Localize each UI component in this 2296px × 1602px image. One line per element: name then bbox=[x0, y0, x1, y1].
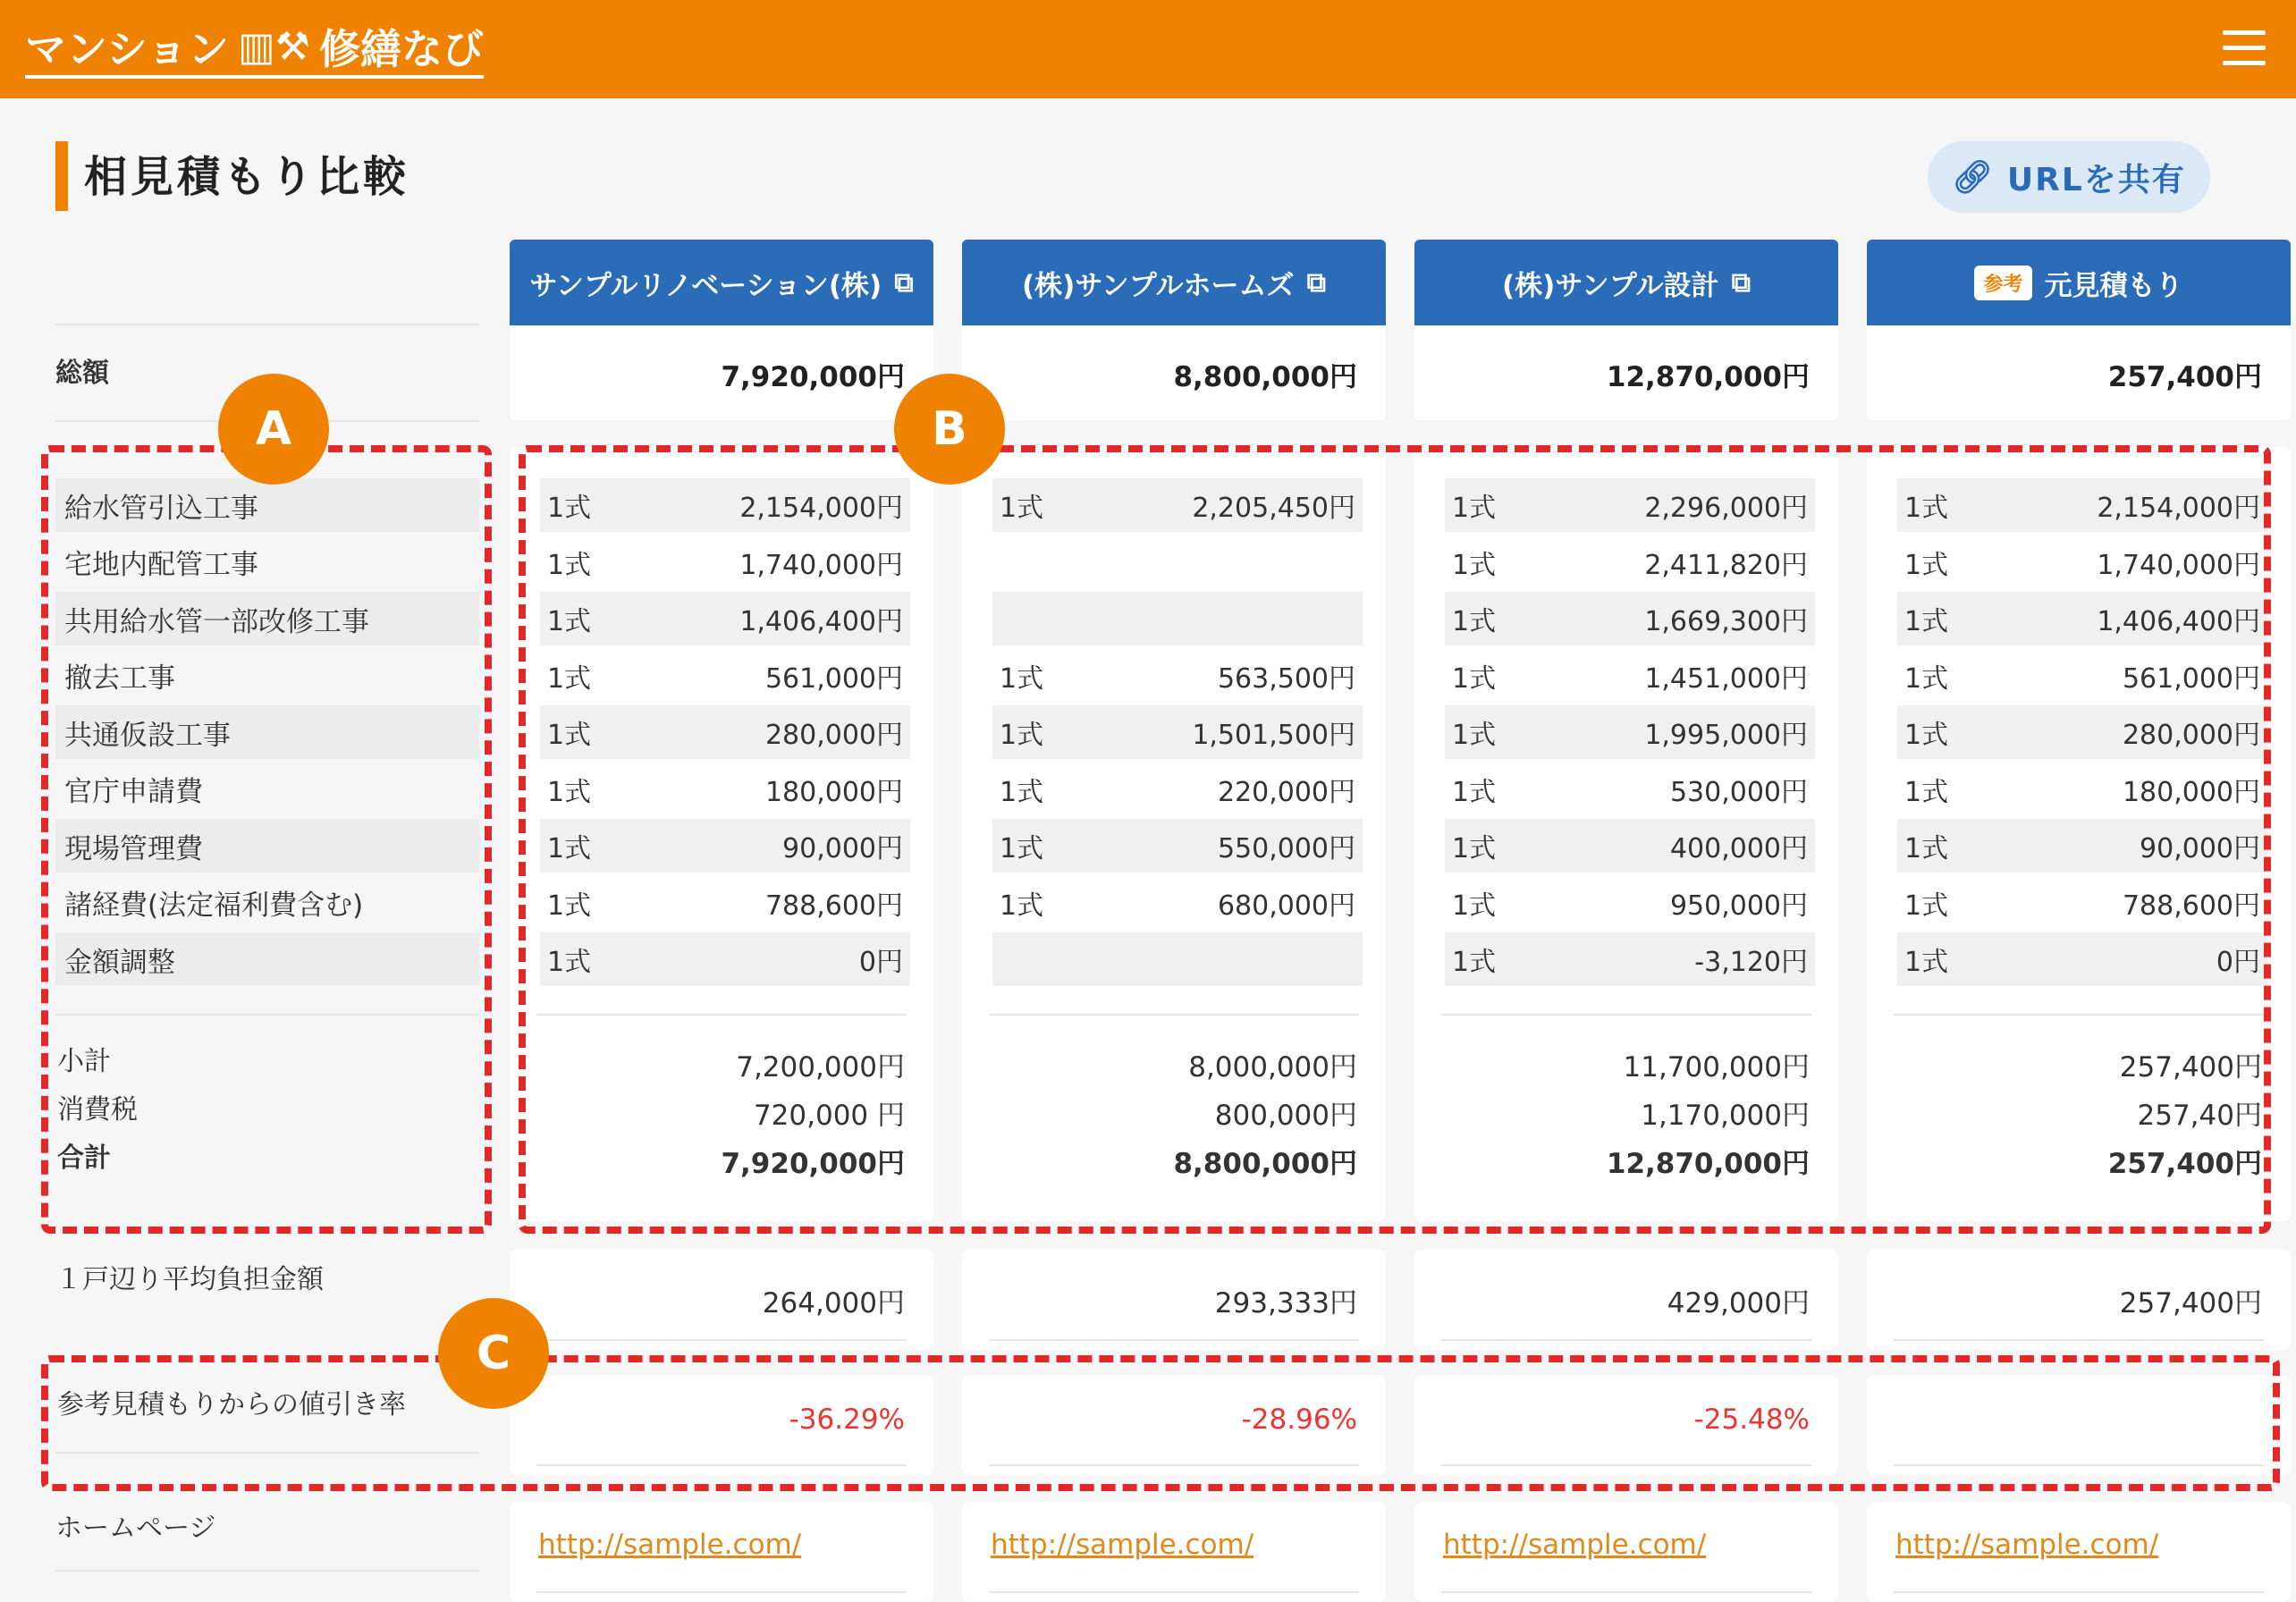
item-unit: 1式 bbox=[1904, 890, 1949, 922]
homepage-label: ホームページ bbox=[55, 1513, 216, 1544]
item-amount: 680,000円 bbox=[1217, 890, 1355, 922]
item-unit: 1式 bbox=[547, 549, 592, 581]
item-label: 撤去工事 bbox=[64, 662, 175, 695]
homepage-link[interactable]: http://sample.com/ bbox=[1443, 1529, 1707, 1561]
discount-rate-label: 参考見積もりからの値引き率 bbox=[57, 1389, 406, 1421]
item-amount: 400,000円 bbox=[1669, 833, 1808, 864]
item-unit: 1式 bbox=[1904, 776, 1949, 808]
annotation-marker-a: A bbox=[218, 374, 329, 485]
tax-value: 800,000円 bbox=[1214, 1100, 1357, 1132]
total-value: 257,400円 bbox=[2107, 361, 2262, 393]
external-link-icon: ⧉ bbox=[1731, 266, 1751, 299]
total-value: 7,920,000円 bbox=[721, 361, 905, 393]
item-label: 官庁申請費 bbox=[64, 776, 203, 808]
total-card-3 bbox=[1414, 325, 1838, 420]
item-label: 共通仮設工事 bbox=[55, 705, 479, 759]
homepage-link[interactable]: http://sample.com/ bbox=[991, 1529, 1254, 1561]
item-amount: -3,120円 bbox=[1694, 947, 1808, 978]
homepage-card bbox=[962, 1502, 1386, 1602]
item-unit: 1式 bbox=[1904, 549, 1949, 581]
subtotal-value: 8,000,000円 bbox=[1188, 1051, 1357, 1083]
total-value: 12,870,000円 bbox=[1606, 361, 1810, 393]
homepage-link[interactable]: http://sample.com/ bbox=[538, 1529, 802, 1561]
avg-value: 293,333円 bbox=[1214, 1287, 1357, 1320]
item-amount: 1,740,000円 bbox=[739, 549, 903, 581]
avg-value: 264,000円 bbox=[762, 1287, 905, 1320]
item-amount: 90,000円 bbox=[782, 833, 903, 864]
item-label: 現場管理費 bbox=[55, 819, 479, 873]
item-unit: 1式 bbox=[1452, 662, 1497, 695]
item-amount: 1,406,400円 bbox=[2097, 606, 2260, 637]
annotation-marker-b: B bbox=[894, 374, 1005, 485]
item-unit: 1式 bbox=[1452, 549, 1497, 581]
item-amount: 220,000円 bbox=[1217, 776, 1355, 808]
item-unit: 1式 bbox=[547, 833, 592, 864]
grand-total-label: 合計 bbox=[57, 1142, 111, 1174]
item-label: 宅地内配管工事 bbox=[64, 549, 258, 581]
item-amount: 0円 bbox=[858, 947, 903, 978]
subtotal-value: 11,700,000円 bbox=[1623, 1051, 1810, 1083]
item-unit: 1式 bbox=[547, 776, 592, 808]
item-label: 諸経費(法定福利費含む) bbox=[64, 890, 364, 922]
item-unit: 1式 bbox=[1452, 776, 1497, 808]
item-amount: 2,411,820円 bbox=[1644, 549, 1808, 581]
tax-value: 1,170,000円 bbox=[1641, 1100, 1810, 1132]
item-unit: 1式 bbox=[1452, 947, 1497, 978]
item-unit: 1式 bbox=[1904, 606, 1949, 637]
share-url-label: URLを共有 bbox=[2006, 161, 2186, 198]
company-name: サンプルリノベーション(株) bbox=[529, 269, 882, 302]
item-amount: 0円 bbox=[2216, 947, 2260, 978]
item-unit: 1式 bbox=[1904, 662, 1949, 695]
company-header-2[interactable] bbox=[962, 240, 1386, 325]
item-unit: 1式 bbox=[1452, 890, 1497, 922]
item-amount: 90,000円 bbox=[2140, 833, 2260, 864]
total-card-1 bbox=[510, 325, 933, 420]
item-unit: 1式 bbox=[1904, 947, 1949, 978]
avg-card bbox=[962, 1250, 1386, 1350]
item-amount: 1,451,000円 bbox=[1644, 662, 1808, 695]
avg-card bbox=[510, 1250, 933, 1350]
item-unit: 1式 bbox=[1000, 776, 1044, 808]
tax-value: 257,40円 bbox=[2137, 1100, 2262, 1132]
total-value: 8,800,000円 bbox=[1173, 361, 1357, 393]
item-amount: 180,000円 bbox=[2122, 776, 2260, 808]
item-unit: 1式 bbox=[1000, 890, 1044, 922]
grand-total-value: 7,920,000円 bbox=[721, 1148, 905, 1180]
grand-total-value: 12,870,000円 bbox=[1606, 1148, 1810, 1180]
homepage-card bbox=[510, 1502, 933, 1602]
item-amount: 530,000円 bbox=[1669, 776, 1808, 808]
item-amount: 788,600円 bbox=[764, 890, 903, 922]
item-unit: 1式 bbox=[547, 947, 592, 978]
item-unit: 1式 bbox=[547, 890, 592, 922]
item-amount: 2,205,450円 bbox=[1192, 493, 1355, 524]
external-link-icon: ⧉ bbox=[894, 266, 914, 299]
discount-value: -28.96% bbox=[1241, 1404, 1357, 1436]
company-name: (株)サンプルホームズ bbox=[1022, 269, 1295, 302]
annotation-box-a bbox=[41, 445, 492, 1234]
tax-label: 消費税 bbox=[57, 1094, 138, 1126]
reference-badge: 参考 bbox=[1974, 266, 2031, 300]
company-header-reference bbox=[1867, 240, 2291, 325]
item-amount: 180,000円 bbox=[764, 776, 903, 808]
item-amount: 280,000円 bbox=[764, 720, 903, 751]
item-amount: 1,669,300円 bbox=[1644, 606, 1808, 637]
company-name: (株)サンプル設計 bbox=[1502, 269, 1719, 302]
annotation-box-c bbox=[41, 1355, 2280, 1491]
item-unit: 1式 bbox=[1000, 833, 1044, 864]
item-label: 共用給水管一部改修工事 bbox=[55, 592, 479, 645]
item-unit: 1式 bbox=[1452, 833, 1497, 864]
item-amount: 561,000円 bbox=[764, 662, 903, 695]
page-title: 相見積もり比較 bbox=[84, 152, 410, 202]
avg-card bbox=[1867, 1250, 2291, 1350]
paperclip-icon: 🔗︎ bbox=[1952, 159, 1995, 196]
avg-value: 257,400円 bbox=[2119, 1287, 2262, 1320]
item-amount: 950,000円 bbox=[1669, 890, 1808, 922]
avg-per-unit-label: １戸辺り平均負担金額 bbox=[55, 1264, 324, 1295]
share-url-button[interactable] bbox=[1928, 141, 2210, 213]
annotation-marker-c: C bbox=[438, 1298, 549, 1409]
item-unit: 1式 bbox=[547, 606, 592, 637]
item-amount: 563,500円 bbox=[1217, 662, 1355, 695]
item-unit: 1式 bbox=[1904, 720, 1949, 751]
item-amount: 2,154,000円 bbox=[2097, 493, 2260, 524]
building-tools-icon: ▥⚒ bbox=[237, 23, 310, 70]
discount-value: -36.29% bbox=[789, 1404, 905, 1436]
subtotal-value: 257,400円 bbox=[2119, 1051, 2262, 1083]
item-unit: 1式 bbox=[1452, 720, 1497, 751]
item-unit: 1式 bbox=[1452, 606, 1497, 637]
app-header bbox=[0, 0, 2296, 98]
company-header-3[interactable] bbox=[1414, 240, 1838, 325]
tax-value: 720,000 円 bbox=[753, 1100, 905, 1132]
item-unit: 1式 bbox=[1000, 662, 1044, 695]
total-card-2 bbox=[962, 325, 1386, 420]
avg-card bbox=[1414, 1250, 1838, 1350]
item-unit: 1式 bbox=[1000, 720, 1044, 751]
grand-total-value: 8,800,000円 bbox=[1173, 1148, 1357, 1180]
item-amount: 550,000円 bbox=[1217, 833, 1355, 864]
item-amount: 1,740,000円 bbox=[2097, 549, 2260, 581]
item-unit: 1式 bbox=[547, 720, 592, 751]
item-label: 金額調整 bbox=[55, 932, 479, 986]
logo-text: マンション bbox=[25, 25, 229, 73]
item-amount: 788,600円 bbox=[2122, 890, 2260, 922]
item-unit: 1式 bbox=[1000, 493, 1044, 524]
subtotal-value: 7,200,000円 bbox=[736, 1051, 905, 1083]
external-link-icon: ⧉ bbox=[1306, 266, 1326, 299]
company-name: 元見積もり bbox=[2044, 269, 2183, 302]
company-header-1[interactable] bbox=[510, 240, 933, 325]
item-amount: 561,000円 bbox=[2122, 662, 2260, 695]
total-card-reference bbox=[1867, 325, 2291, 420]
item-unit: 1式 bbox=[1904, 833, 1949, 864]
item-unit: 1式 bbox=[547, 493, 592, 524]
total-label: 総額 bbox=[55, 358, 109, 389]
discount-value: -25.48% bbox=[1693, 1404, 1810, 1436]
item-amount: 1,406,400円 bbox=[739, 606, 903, 637]
homepage-link[interactable]: http://sample.com/ bbox=[1895, 1529, 2159, 1561]
avg-value: 429,000円 bbox=[1667, 1287, 1810, 1320]
subtotal-label: 小計 bbox=[57, 1046, 111, 1077]
item-amount: 1,995,000円 bbox=[1644, 720, 1808, 751]
logo-text-2: 修繕なび bbox=[318, 25, 484, 73]
item-unit: 1式 bbox=[1452, 493, 1497, 524]
item-amount: 280,000円 bbox=[2122, 720, 2260, 751]
site-logo[interactable] bbox=[25, 20, 484, 79]
item-amount: 1,501,500円 bbox=[1192, 720, 1355, 751]
homepage-card bbox=[1867, 1502, 2291, 1602]
title-accent-bar bbox=[55, 141, 68, 211]
item-amount: 2,296,000円 bbox=[1644, 493, 1808, 524]
annotation-box-b bbox=[519, 445, 2271, 1234]
item-amount: 2,154,000円 bbox=[739, 493, 903, 524]
item-unit: 1式 bbox=[547, 662, 592, 695]
homepage-card bbox=[1414, 1502, 1838, 1602]
hamburger-menu-icon[interactable] bbox=[2223, 30, 2266, 66]
grand-total-value: 257,400円 bbox=[2107, 1148, 2262, 1180]
item-unit: 1式 bbox=[1904, 493, 1949, 524]
item-label: 給水管引込工事 bbox=[55, 478, 479, 532]
